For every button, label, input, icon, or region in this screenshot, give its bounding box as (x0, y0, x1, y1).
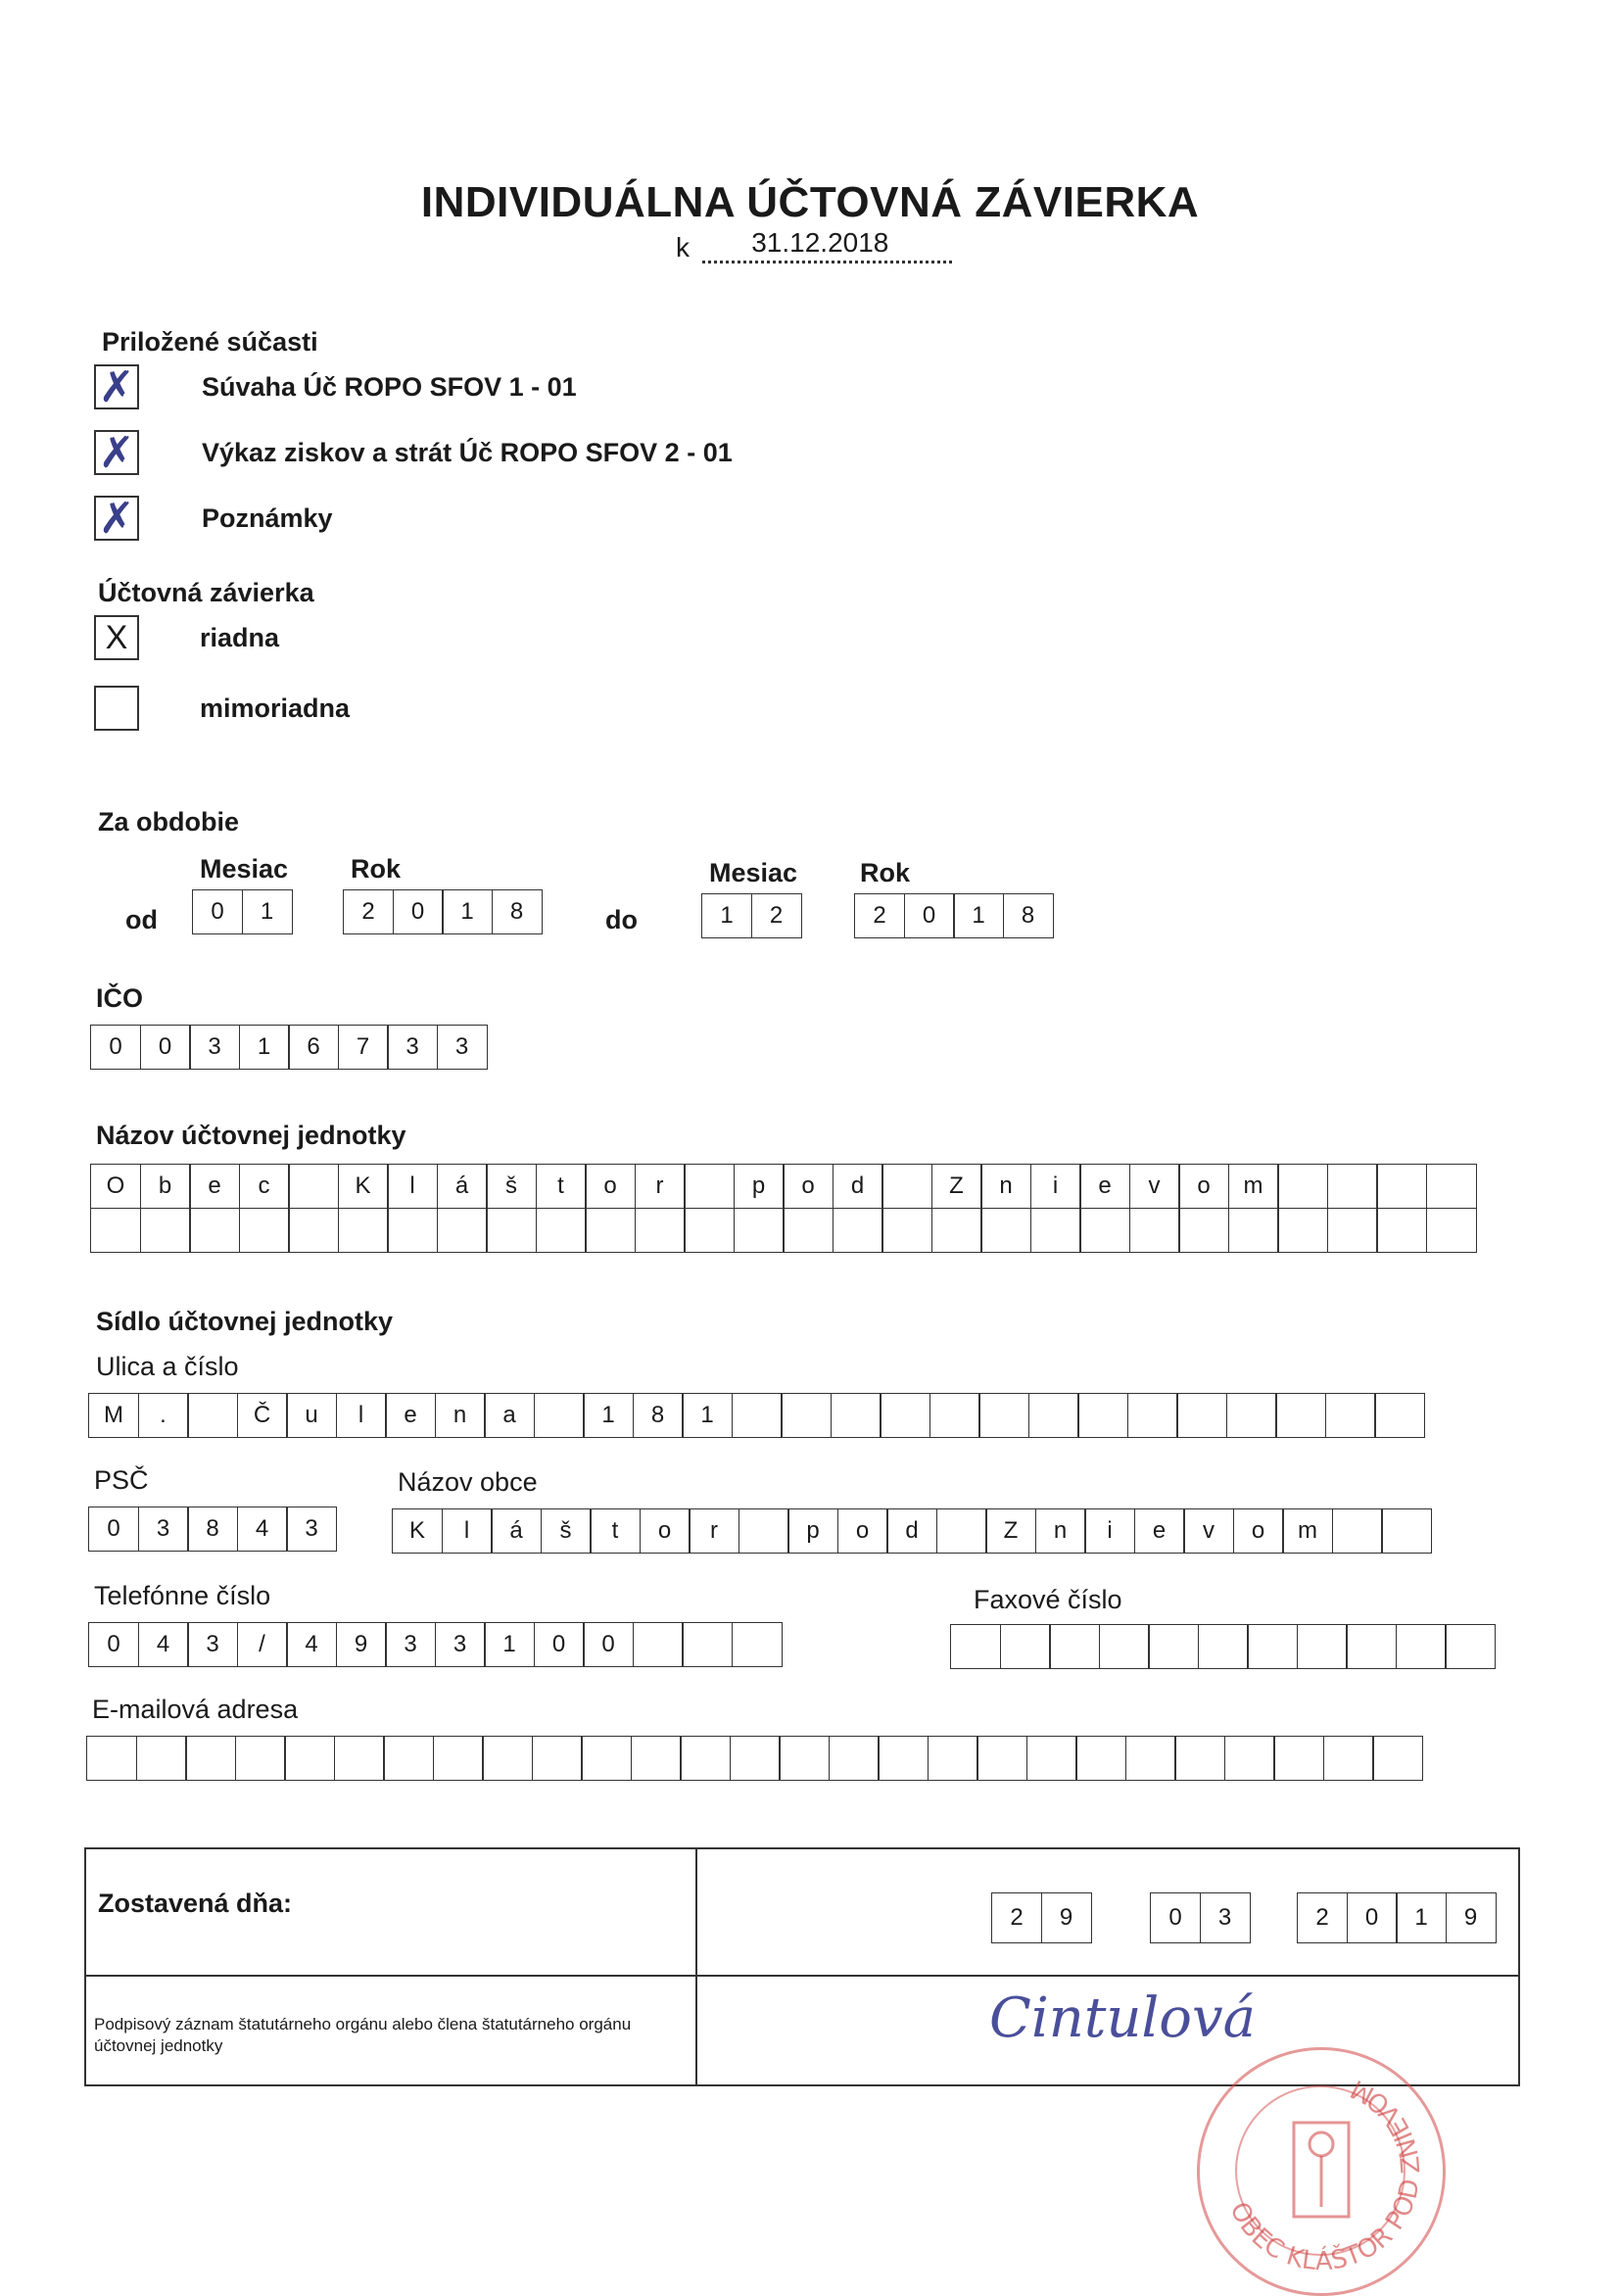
char-cell[interactable]: 9 (1041, 1892, 1092, 1943)
char-cell[interactable]: Z (985, 1508, 1036, 1554)
as-of-date: 31.12.2018 (751, 227, 889, 258)
char-cell[interactable]: á (491, 1508, 542, 1554)
char-cell[interactable]: O (90, 1164, 141, 1209)
char-cell[interactable]: Č (237, 1393, 288, 1438)
char-cell[interactable]: m (1282, 1508, 1333, 1554)
char-cell[interactable] (532, 1736, 583, 1781)
char-cell[interactable] (732, 1622, 783, 1667)
char-cell[interactable] (1325, 1393, 1376, 1438)
char-cell[interactable]: . (138, 1393, 189, 1438)
char-cell[interactable] (1426, 1164, 1477, 1209)
stamp-text-path: OBEC KLÁŠTOR POD ZNIEVOM (1223, 2073, 1427, 2277)
char-cell[interactable] (334, 1736, 385, 1781)
char-cell[interactable]: Z (931, 1164, 982, 1209)
char-cell[interactable] (880, 1393, 930, 1438)
char-cell[interactable] (1277, 1208, 1328, 1253)
char-cell[interactable]: 2 (751, 893, 802, 938)
char-cell[interactable] (980, 1208, 1031, 1253)
from-year-cells[interactable] (343, 889, 543, 934)
char-cell[interactable] (1028, 1393, 1079, 1438)
char-cell[interactable]: 1 (1396, 1892, 1447, 1943)
to-label: do (605, 905, 638, 934)
char-cell[interactable] (136, 1736, 187, 1781)
ico-label: IČO (96, 983, 144, 1013)
stamp-text (1223, 2074, 1426, 2276)
street-cells[interactable] (88, 1393, 1425, 1438)
char-cell[interactable] (734, 1208, 785, 1253)
char-cell[interactable] (1148, 1624, 1199, 1669)
entity-name-label: Názov účtovnej jednotky (96, 1121, 406, 1150)
char-cell[interactable]: d (833, 1164, 883, 1209)
char-cell[interactable] (1376, 1164, 1427, 1209)
char-cell[interactable] (1426, 1208, 1477, 1253)
official-stamp (1197, 2047, 1446, 2296)
char-cell[interactable]: / (237, 1622, 288, 1667)
char-cell[interactable]: 3 (437, 1025, 488, 1070)
char-cell[interactable] (732, 1393, 783, 1438)
char-cell[interactable]: e (1134, 1508, 1185, 1554)
char-cell[interactable]: K (392, 1508, 443, 1554)
char-cell[interactable] (978, 1393, 1029, 1438)
char-cell[interactable] (881, 1208, 932, 1253)
char-cell[interactable]: o (837, 1508, 888, 1554)
char-cell[interactable] (878, 1736, 929, 1781)
char-cell[interactable]: r (689, 1508, 739, 1554)
char-cell[interactable] (1332, 1508, 1383, 1554)
to-year-label: Rok (860, 858, 911, 887)
stamp-figure-head (1310, 2132, 1333, 2156)
char-cell[interactable]: 1 (953, 893, 1004, 938)
to-year-cells[interactable] (854, 893, 1054, 938)
char-cell[interactable]: 1 (701, 893, 752, 938)
char-cell[interactable]: o (1233, 1508, 1284, 1554)
char-cell[interactable]: n (980, 1164, 1031, 1209)
char-cell[interactable]: 2 (343, 889, 394, 934)
fax-label: Faxové číslo (974, 1585, 1122, 1614)
char-cell[interactable]: 0 (192, 889, 243, 934)
char-cell[interactable] (1228, 1208, 1279, 1253)
char-cell[interactable]: 1 (484, 1622, 535, 1667)
char-cell[interactable] (1277, 1164, 1328, 1209)
statement-type-label-2: mimoriadna (200, 694, 351, 723)
compiled-month-cells[interactable] (1150, 1892, 1251, 1943)
char-cell[interactable]: p (787, 1508, 838, 1554)
char-cell[interactable] (833, 1208, 883, 1253)
char-cell[interactable] (1372, 1736, 1423, 1781)
char-cell[interactable]: n (435, 1393, 486, 1438)
char-cell[interactable] (1327, 1164, 1378, 1209)
char-cell[interactable] (928, 1736, 978, 1781)
entity-name-row-2[interactable] (90, 1208, 1477, 1253)
as-of-prefix: k (676, 232, 690, 263)
signature-note: Podpisový záznam štatutárneho orgánu alebo člena štatutárneho orgánu účtovnej jednotky (94, 2015, 632, 2055)
from-month-label: Mesiac (200, 854, 289, 884)
compiled-label: Zostavená dňa: (98, 1889, 293, 1918)
box-divider-horizontal (86, 1975, 1518, 1977)
fax-cells[interactable] (950, 1624, 1496, 1669)
psc-label: PSČ (94, 1465, 149, 1495)
handwritten-signature: Cintulová (989, 1986, 1257, 2050)
char-cell[interactable] (684, 1164, 735, 1209)
char-cell[interactable] (1049, 1624, 1100, 1669)
char-cell[interactable]: t (536, 1164, 587, 1209)
attachment-label-3: Poznámky (202, 503, 333, 533)
char-cell[interactable]: u (286, 1393, 337, 1438)
char-cell[interactable]: 6 (288, 1025, 339, 1070)
char-cell[interactable] (739, 1508, 789, 1554)
town-cells[interactable] (392, 1508, 1432, 1554)
street-label: Ulica a číslo (96, 1352, 239, 1381)
char-cell[interactable]: o (1178, 1164, 1229, 1209)
char-cell[interactable]: 0 (1347, 1892, 1398, 1943)
phone-label: Telefónne číslo (94, 1581, 271, 1610)
char-cell[interactable] (1226, 1393, 1277, 1438)
char-cell[interactable] (1077, 1393, 1128, 1438)
to-month-label: Mesiac (709, 858, 798, 887)
char-cell[interactable] (534, 1393, 585, 1438)
char-cell[interactable] (1099, 1624, 1150, 1669)
period-heading: Za obdobie (98, 807, 239, 837)
char-cell[interactable] (1026, 1736, 1077, 1781)
as-of-line (676, 227, 952, 263)
char-cell[interactable] (1000, 1624, 1051, 1669)
char-cell[interactable]: p (734, 1164, 785, 1209)
char-cell[interactable] (633, 1622, 684, 1667)
char-cell[interactable] (1198, 1624, 1249, 1669)
char-cell[interactable] (631, 1736, 682, 1781)
char-cell[interactable]: 0 (1150, 1892, 1201, 1943)
char-cell[interactable]: 3 (435, 1622, 486, 1667)
char-cell[interactable] (1381, 1508, 1432, 1554)
box-divider-vertical (695, 1849, 697, 2084)
char-cell[interactable]: 1 (583, 1393, 634, 1438)
char-cell[interactable]: 0 (583, 1622, 634, 1667)
statement-type-label-1: riadna (200, 623, 280, 652)
char-cell[interactable] (1247, 1624, 1298, 1669)
char-cell[interactable]: m (1228, 1164, 1279, 1209)
char-cell[interactable] (635, 1208, 686, 1253)
char-cell[interactable]: 0 (90, 1025, 141, 1070)
char-cell[interactable] (1396, 1624, 1447, 1669)
email-cells[interactable] (86, 1736, 1423, 1781)
char-cell[interactable]: t (590, 1508, 641, 1554)
char-cell[interactable] (831, 1393, 881, 1438)
char-cell[interactable] (1297, 1624, 1348, 1669)
char-cell[interactable] (581, 1736, 632, 1781)
char-cell[interactable] (1030, 1208, 1081, 1253)
as-of-dotted-field[interactable] (702, 227, 952, 263)
char-cell[interactable]: v (1129, 1164, 1180, 1209)
char-cell[interactable]: d (886, 1508, 937, 1554)
char-cell[interactable] (585, 1208, 636, 1253)
char-cell[interactable] (977, 1736, 1027, 1781)
char-cell[interactable] (1327, 1208, 1378, 1253)
char-cell[interactable]: a (484, 1393, 535, 1438)
char-cell[interactable]: 0 (140, 1025, 191, 1070)
char-cell[interactable]: 3 (138, 1507, 189, 1552)
char-cell[interactable]: 0 (904, 893, 955, 938)
char-cell[interactable] (1224, 1736, 1275, 1781)
compiled-year-cells[interactable] (1297, 1892, 1497, 1943)
char-cell[interactable]: 4 (237, 1507, 288, 1552)
char-cell[interactable] (684, 1208, 735, 1253)
char-cell[interactable] (433, 1736, 484, 1781)
ico-cells[interactable] (90, 1025, 488, 1070)
char-cell[interactable]: 3 (189, 1025, 240, 1070)
from-label: od (125, 905, 158, 934)
char-cell[interactable]: á (437, 1164, 488, 1209)
char-cell[interactable] (950, 1624, 1001, 1669)
town-label: Názov obce (398, 1467, 538, 1497)
char-cell[interactable]: 1 (242, 889, 293, 934)
statement-type-heading: Účtovná závierka (98, 578, 314, 607)
char-cell[interactable] (288, 1164, 339, 1209)
char-cell[interactable]: 8 (633, 1393, 684, 1438)
char-cell[interactable] (1075, 1736, 1126, 1781)
entity-name-row-1[interactable] (90, 1164, 1477, 1209)
char-cell[interactable]: 9 (1446, 1892, 1497, 1943)
char-cell[interactable]: o (640, 1508, 691, 1554)
char-cell[interactable] (931, 1208, 982, 1253)
char-cell[interactable]: v (1183, 1508, 1234, 1554)
char-cell[interactable]: l (442, 1508, 493, 1554)
char-cell[interactable]: b (140, 1164, 191, 1209)
char-cell[interactable] (730, 1736, 781, 1781)
char-cell[interactable] (1374, 1393, 1425, 1438)
char-cell[interactable]: 3 (385, 1622, 436, 1667)
address-heading: Sídlo účtovnej jednotky (96, 1307, 394, 1336)
char-cell[interactable]: i (1084, 1508, 1135, 1554)
char-cell[interactable]: 0 (534, 1622, 585, 1667)
char-cell[interactable]: l (387, 1164, 438, 1209)
char-cell[interactable]: 8 (1003, 893, 1054, 938)
char-cell[interactable]: o (783, 1164, 834, 1209)
from-year-label: Rok (351, 854, 402, 884)
char-cell[interactable] (288, 1208, 339, 1253)
char-cell[interactable]: 1 (442, 889, 493, 934)
char-cell[interactable] (779, 1736, 830, 1781)
char-cell[interactable] (781, 1393, 832, 1438)
char-cell[interactable]: e (1079, 1164, 1130, 1209)
phone-cells[interactable] (88, 1622, 783, 1667)
char-cell[interactable] (338, 1208, 389, 1253)
char-cell[interactable] (90, 1208, 141, 1253)
attachment-label-1: Súvaha Úč ROPO SFOV 1 - 01 (202, 372, 577, 402)
char-cell[interactable]: 1 (682, 1393, 733, 1438)
char-cell[interactable] (239, 1208, 290, 1253)
to-month-cells[interactable] (701, 893, 802, 938)
attachment-checkbox-3[interactable]: ✗ (94, 496, 139, 541)
char-cell[interactable] (829, 1736, 880, 1781)
attachment-checkbox-2[interactable]: ✗ (94, 430, 139, 475)
char-cell[interactable] (189, 1208, 240, 1253)
char-cell[interactable] (881, 1164, 932, 1209)
char-cell[interactable]: 4 (138, 1622, 189, 1667)
char-cell[interactable] (1323, 1736, 1374, 1781)
char-cell[interactable]: 3 (387, 1025, 438, 1070)
char-cell[interactable]: M (88, 1393, 139, 1438)
char-cell[interactable]: 3 (286, 1507, 337, 1552)
char-cell[interactable]: 2 (1297, 1892, 1348, 1943)
char-cell[interactable] (383, 1736, 434, 1781)
char-cell[interactable]: 8 (187, 1507, 238, 1552)
char-cell[interactable] (1376, 1208, 1427, 1253)
from-month-cells[interactable] (192, 889, 293, 934)
char-cell[interactable] (929, 1393, 980, 1438)
char-cell[interactable]: c (239, 1164, 290, 1209)
char-cell[interactable] (680, 1736, 731, 1781)
char-cell[interactable] (482, 1736, 533, 1781)
char-cell[interactable] (682, 1622, 733, 1667)
char-cell[interactable]: e (189, 1164, 240, 1209)
char-cell[interactable] (86, 1736, 137, 1781)
document-title: INDIVIDUÁLNA ÚČTOVNÁ ZÁVIERKA (420, 178, 1200, 226)
char-cell[interactable]: 8 (492, 889, 543, 934)
char-cell[interactable]: š (486, 1164, 537, 1209)
attachment-checkbox-1[interactable]: ✗ (94, 364, 139, 409)
char-cell[interactable] (1127, 1393, 1178, 1438)
char-cell[interactable] (1125, 1736, 1176, 1781)
char-cell[interactable] (140, 1208, 191, 1253)
char-cell[interactable] (1174, 1736, 1225, 1781)
char-cell[interactable]: 3 (1200, 1892, 1251, 1943)
char-cell[interactable] (235, 1736, 286, 1781)
email-label: E-mailová adresa (92, 1695, 299, 1724)
char-cell[interactable]: š (541, 1508, 592, 1554)
psc-cells[interactable] (88, 1507, 337, 1552)
char-cell[interactable]: 4 (286, 1622, 337, 1667)
char-cell[interactable] (783, 1208, 834, 1253)
char-cell[interactable]: i (1030, 1164, 1081, 1209)
char-cell[interactable] (1079, 1208, 1130, 1253)
char-cell[interactable]: 9 (336, 1622, 387, 1667)
char-cell[interactable] (1273, 1736, 1324, 1781)
char-cell[interactable]: 0 (88, 1507, 139, 1552)
char-cell[interactable]: K (338, 1164, 389, 1209)
char-cell[interactable] (936, 1508, 987, 1554)
statement-type-checkbox-1[interactable]: X (94, 615, 139, 660)
char-cell[interactable]: r (635, 1164, 686, 1209)
char-cell[interactable] (1129, 1208, 1180, 1253)
char-cell[interactable]: l (336, 1393, 387, 1438)
char-cell[interactable]: 7 (338, 1025, 389, 1070)
attachments-heading: Priložené súčasti (102, 327, 318, 357)
char-cell[interactable] (1176, 1393, 1227, 1438)
char-cell[interactable] (486, 1208, 537, 1253)
char-cell[interactable] (1445, 1624, 1496, 1669)
char-cell[interactable]: 3 (187, 1622, 238, 1667)
char-cell[interactable]: 0 (393, 889, 444, 934)
char-cell[interactable] (437, 1208, 488, 1253)
char-cell[interactable] (1346, 1624, 1397, 1669)
char-cell[interactable]: o (585, 1164, 636, 1209)
attachment-label-2: Výkaz ziskov a strát Úč ROPO SFOV 2 - 01 (202, 438, 733, 467)
char-cell[interactable]: 1 (239, 1025, 290, 1070)
char-cell[interactable] (536, 1208, 587, 1253)
char-cell[interactable]: 2 (991, 1892, 1042, 1943)
stamp-emblem (1200, 2050, 1443, 2293)
char-cell[interactable]: n (1035, 1508, 1086, 1554)
char-cell[interactable]: 2 (854, 893, 905, 938)
char-cell[interactable]: e (385, 1393, 436, 1438)
char-cell[interactable] (1275, 1393, 1326, 1438)
char-cell[interactable] (187, 1393, 238, 1438)
char-cell[interactable] (387, 1208, 438, 1253)
char-cell[interactable] (185, 1736, 236, 1781)
compiled-day-cells[interactable] (991, 1892, 1092, 1943)
statement-type-checkbox-2[interactable] (94, 686, 139, 731)
char-cell[interactable]: 0 (88, 1622, 139, 1667)
char-cell[interactable] (1178, 1208, 1229, 1253)
entity-name-grid (90, 1164, 1477, 1253)
char-cell[interactable] (284, 1736, 335, 1781)
